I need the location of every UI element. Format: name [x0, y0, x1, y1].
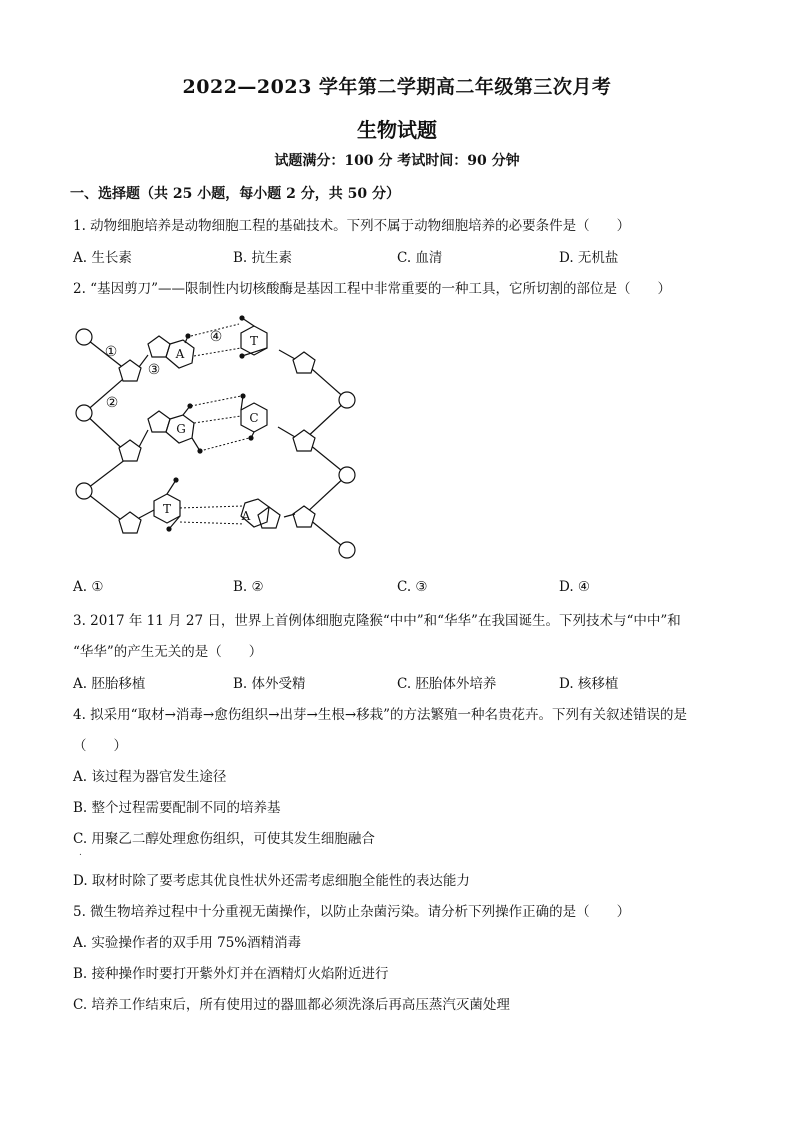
marker-label-1: ①	[104, 344, 118, 360]
question-1-stem: 1. 动物细胞培养是动物细胞工程的基础技术。下列不属于动物细胞培养的必要条件是（ ）	[73, 218, 631, 234]
subject-title: 生物试题	[357, 118, 437, 142]
question-2-stem: 2. “基因剪刀”——限制性内切核酸酶是基因工程中非常重要的一种工具，它所切割的部位是（ ）	[73, 281, 671, 297]
question-3-option-c: C. 胚胎体外培养	[397, 676, 497, 692]
question-4-option-b: B. 整个过程需要配制不同的培养基	[73, 800, 281, 816]
question-2-option-d: D. ④	[559, 579, 591, 595]
marker-label-3: ③	[147, 362, 161, 378]
question-2-option-a: A. ①	[73, 579, 104, 595]
question-1-option-b: B. 抗生素	[233, 250, 293, 266]
question-3-stem-line-1: 3. 2017 年 11 月 27 日，世界上首例体细胞克隆猴“中中”和“华华”在我国诞生。下列技术与“中中”和	[73, 613, 681, 629]
section-heading: 一、选择题（共 25 小题，每小题 2 分，共 50 分）	[70, 186, 400, 202]
question-5-option-c: C. 培养工作结束后，所有使用过的器皿都必须洗涤后再高压蒸汽灭菌处理	[73, 997, 510, 1013]
question-2-option-b: B. ②	[233, 579, 264, 595]
marker-label-2: ②	[105, 395, 119, 411]
question-2-option-c: C. ③	[397, 579, 428, 595]
question-1-option-a: A. 生长素	[73, 250, 132, 266]
base-label: T	[249, 334, 259, 348]
base-label: A	[241, 509, 251, 523]
exam-info: 试题满分：100 分 考试时间：90 分钟	[274, 153, 520, 169]
dna-structure-figure	[66, 310, 366, 570]
question-1-option-c: C. 血清	[397, 250, 443, 266]
question-1-option-d: D. 无机盐	[559, 250, 619, 266]
base-label: A	[175, 347, 185, 361]
question-3-option-b: B. 体外受精	[233, 676, 306, 692]
question-3-option-d: D. 核移植	[559, 676, 619, 692]
stray-mark: .	[79, 848, 82, 858]
question-4-stem-line-1: 4. 拟采用“取材→消毒→愈伤组织→出芽→生根→移栽”的方法繁殖一种名贵花卉。下列有关叙述错误的是	[73, 707, 688, 723]
question-4-option-a: A. 该过程为器官发生途径	[73, 769, 227, 785]
question-4-option-d: D. 取材时除了要考虑其优良性状外还需考虑细胞全能性的表达能力	[73, 873, 470, 889]
question-4-stem-line-2: （ ）	[73, 738, 127, 754]
base-label: G	[176, 422, 186, 436]
question-3-option-a: A. 胚胎移植	[73, 676, 146, 692]
question-3-stem-line-2: “华华”的产生无关的是（ ）	[73, 644, 263, 660]
base-label: C	[249, 411, 259, 425]
question-4-option-c: C. 用聚乙二醇处理愈伤组织，可使其发生细胞融合	[73, 831, 375, 847]
marker-label-4: ④	[209, 329, 223, 345]
question-5-stem: 5. 微生物培养过程中十分重视无菌操作，以防止杂菌污染。请分析下列操作正确的是（ ）	[73, 904, 631, 920]
base-label: T	[162, 502, 172, 516]
question-5-option-a: A. 实验操作者的双手用 75%酒精消毒	[73, 935, 302, 951]
exam-title: 2022—2023 学年第二学期高二年级第三次月考	[182, 76, 612, 98]
question-5-option-b: B. 接种操作时要打开紫外灯并在酒精灯火焰附近进行	[73, 966, 389, 982]
